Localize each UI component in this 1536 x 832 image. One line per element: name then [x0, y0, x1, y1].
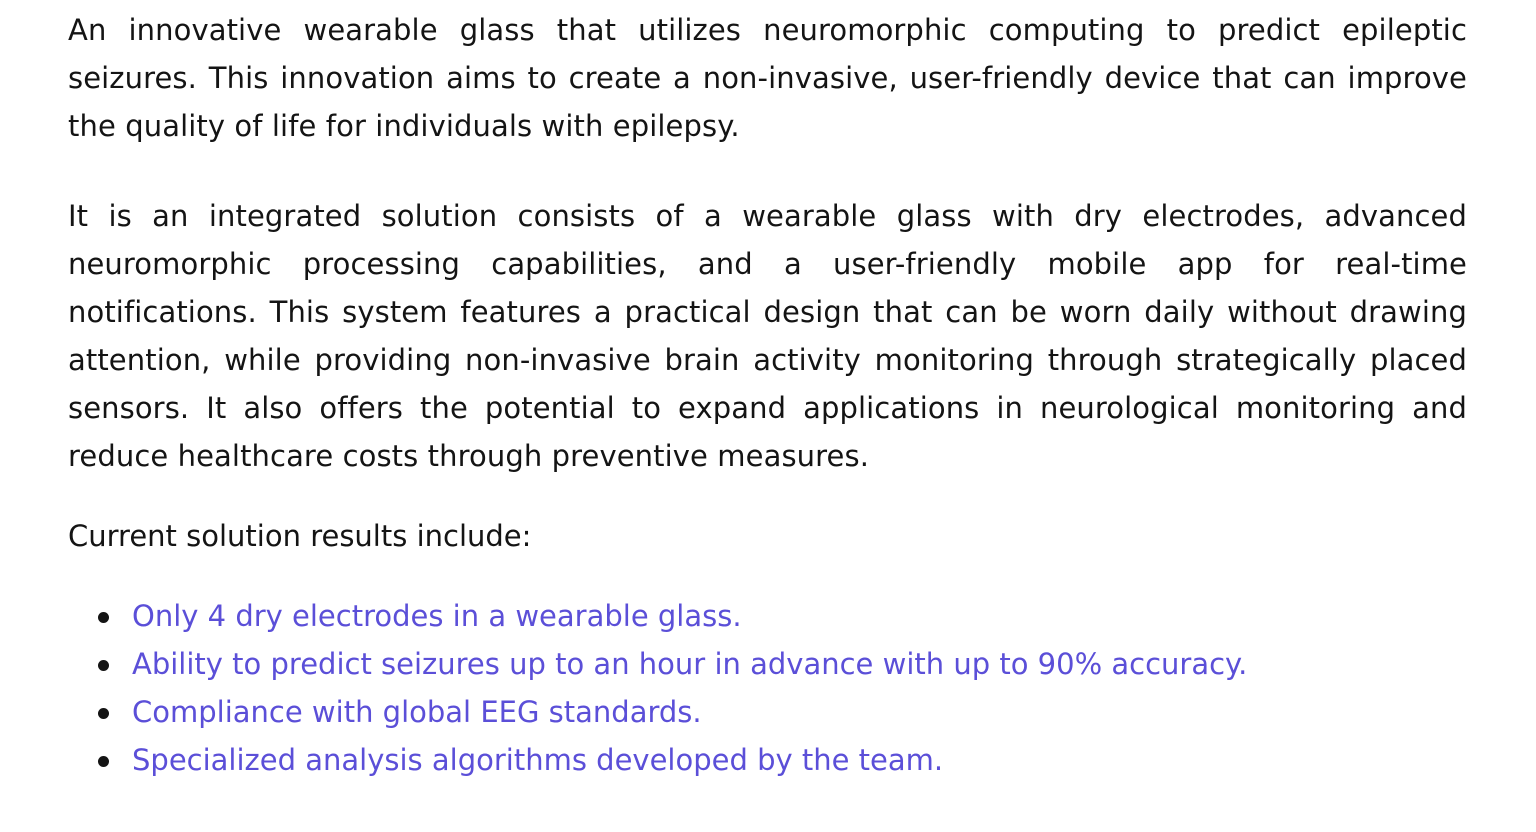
intro-paragraph: An innovative wearable glass that utilizes neuromorphic computing to predict epileptic seizures. This innovation aims to create a non-invasive, user-friendly device that can improve the quality of life for individuals with epilepsy.: [68, 13, 1467, 143]
result-text: Only 4 dry electrodes in a wearable glass.: [132, 599, 742, 633]
solution-paragraph: It is an integrated solution consists of a wearable glass with dry electrodes, advanced neuromorphic processing capabilities, and a user-friendly mobile app for real-time notifications. This system features a practical design that can be worn daily without drawing attention, while providing non-invasive brain activity monitoring through strategically placed sensors. It also offers the potential to expand applications in neurological monitoring and reduce healthcare costs through preventive measures.: [68, 199, 1467, 473]
list-item: [68, 736, 1467, 784]
list-item: [68, 688, 1467, 736]
result-text: Ability to predict seizures up to an hour in advance with up to 90% accuracy.: [132, 647, 1248, 681]
results-intro: Current solution results include:: [68, 519, 532, 553]
results-list: [68, 592, 1467, 784]
bullet-icon: [98, 756, 109, 767]
document-body: [68, 6, 1467, 784]
bullet-icon: [98, 612, 109, 623]
list-item: [68, 640, 1467, 688]
result-text: Compliance with global EEG standards.: [132, 695, 702, 729]
list-item: [68, 592, 1467, 640]
bullet-icon: [98, 660, 109, 671]
result-text: Specialized analysis algorithms developed by the team.: [132, 743, 944, 777]
bullet-icon: [98, 708, 109, 719]
